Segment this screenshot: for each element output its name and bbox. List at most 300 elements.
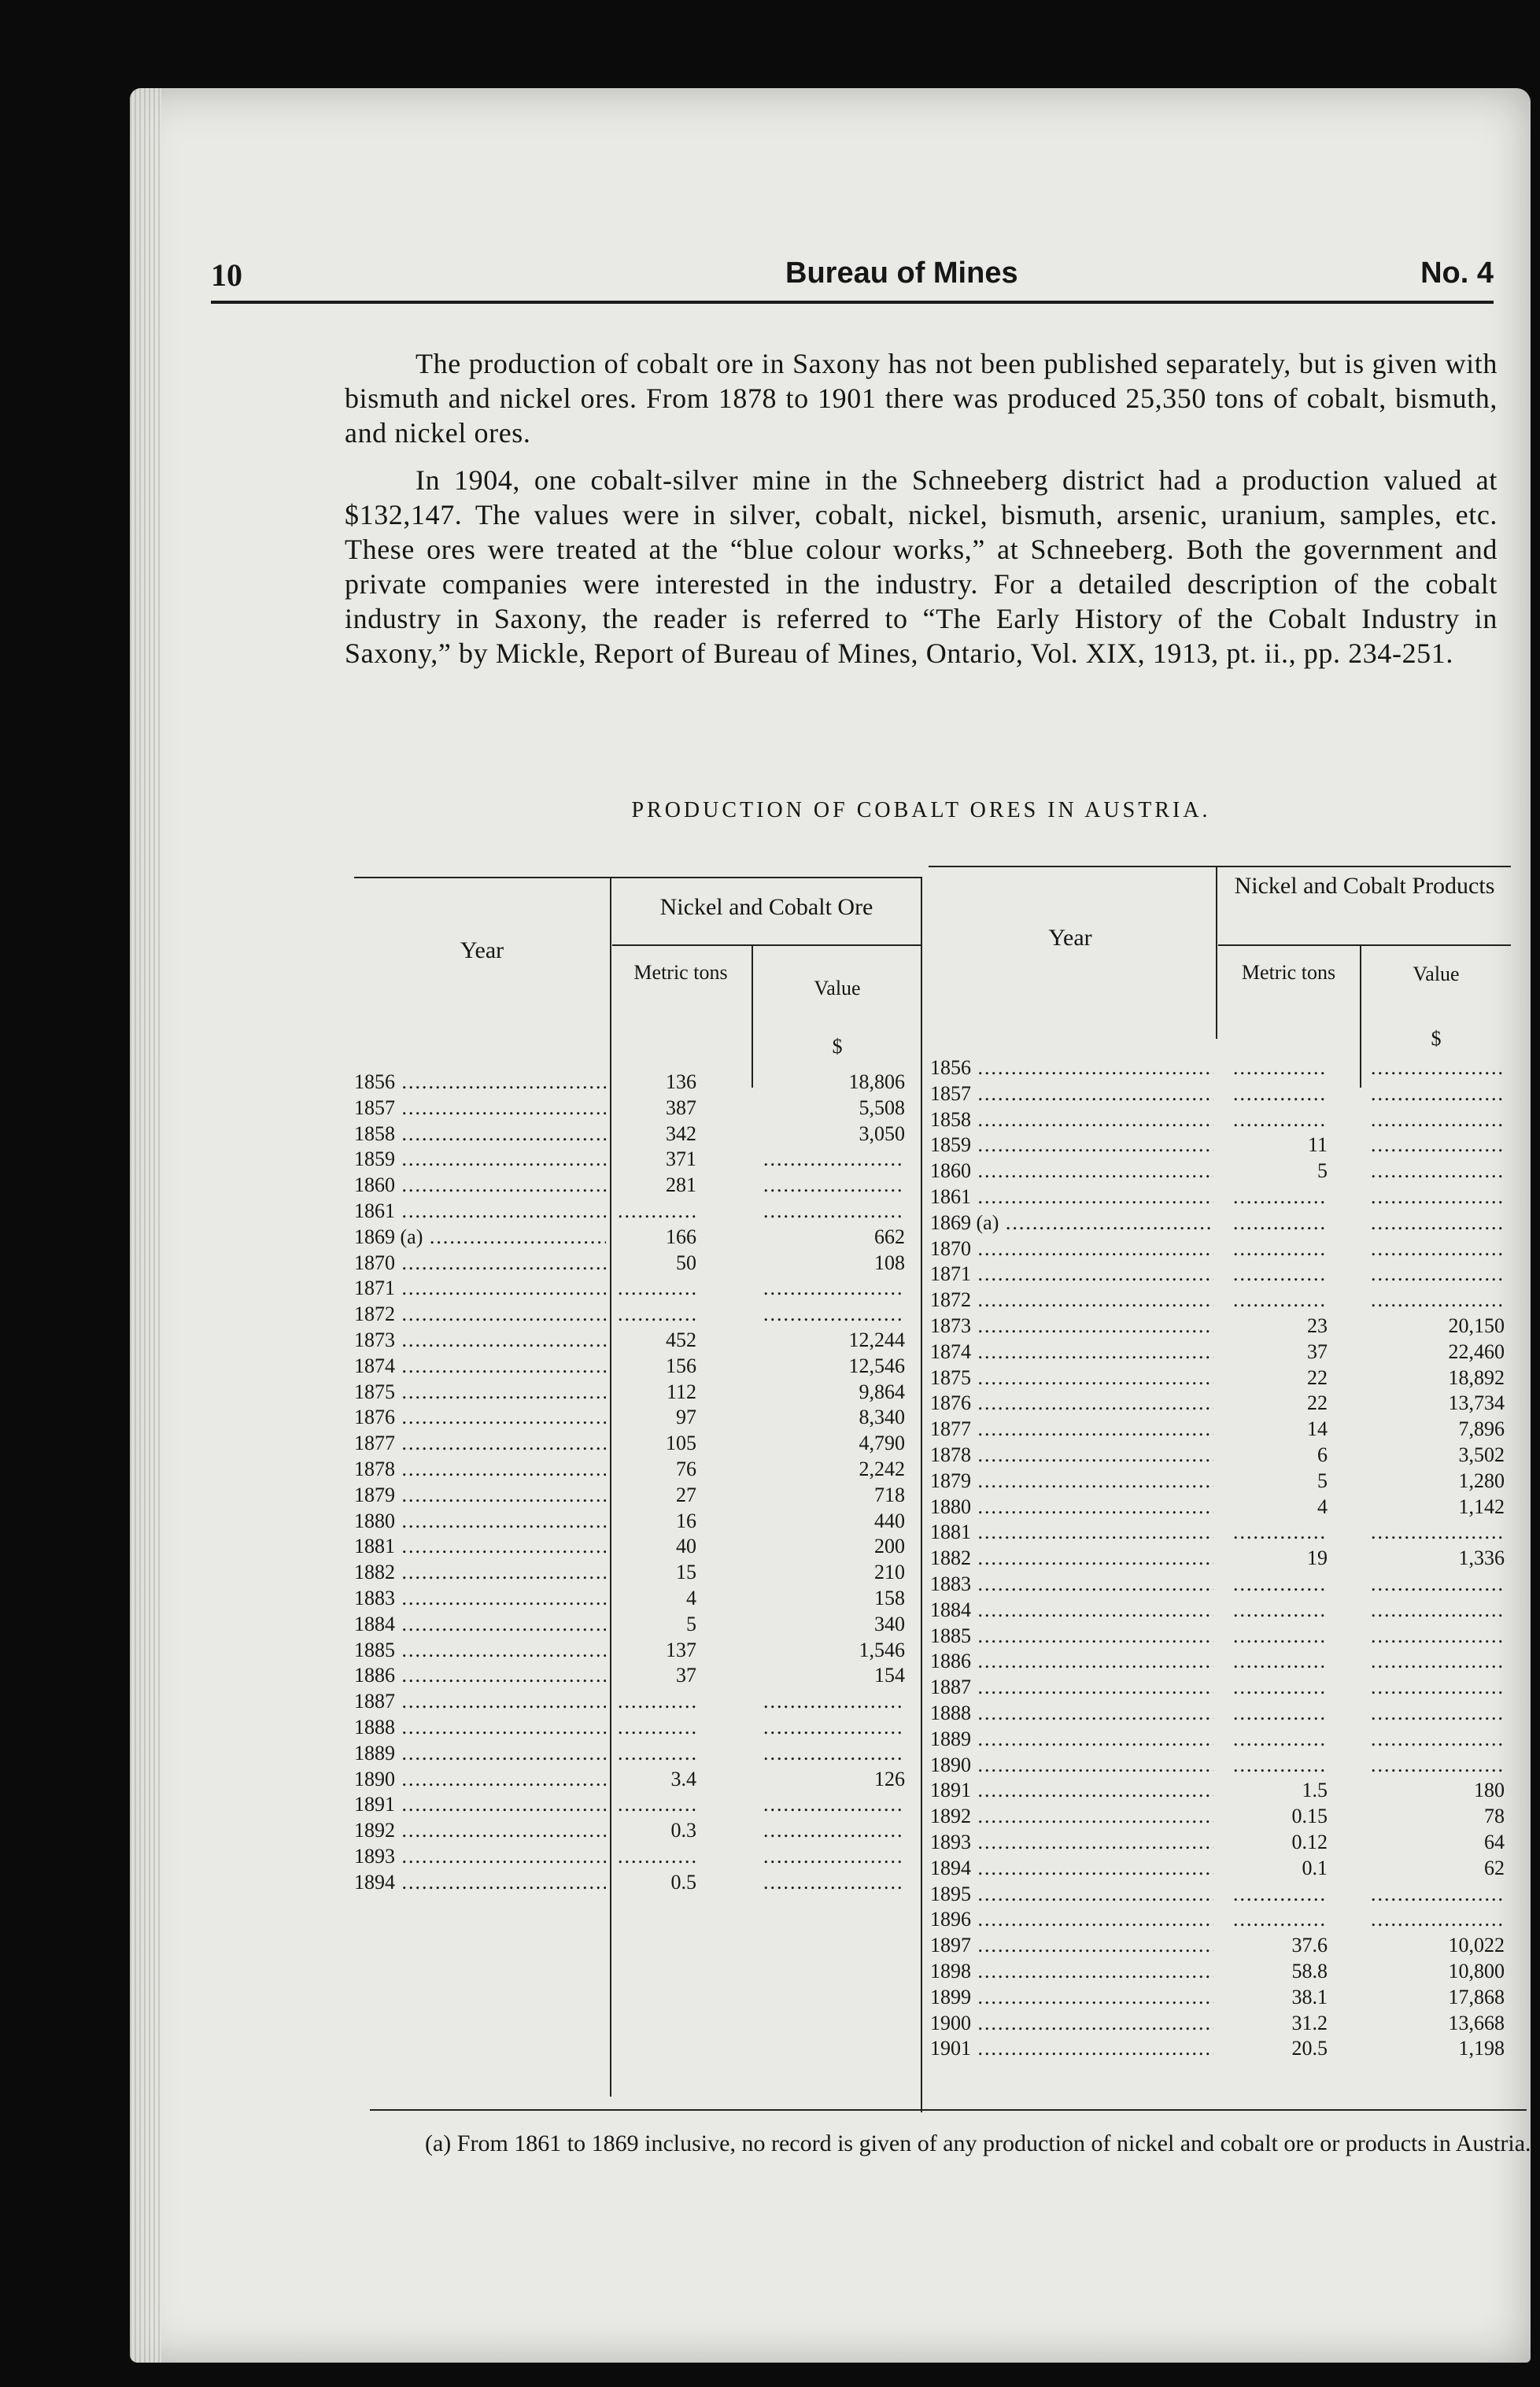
table-row bbox=[354, 1716, 921, 1739]
year-cell: 1860 ..... bbox=[930, 1159, 1213, 1183]
value-cell: 154 bbox=[874, 1664, 905, 1687]
table-row bbox=[354, 1406, 921, 1429]
page-header bbox=[211, 257, 1494, 304]
year-cell: 1874 ..... bbox=[354, 1354, 606, 1378]
year-cell: 1869 (a) ..... bbox=[354, 1225, 606, 1249]
tons-cell bbox=[618, 1742, 696, 1765]
tons-cell: 105 bbox=[666, 1432, 696, 1455]
value-cell bbox=[763, 1716, 905, 1739]
tons-cell: 37 bbox=[1307, 1339, 1328, 1363]
year-cell: 1875 ..... bbox=[354, 1380, 606, 1404]
tons-cell: 452 bbox=[666, 1328, 696, 1351]
tons-cell bbox=[1233, 1753, 1328, 1777]
table-row bbox=[930, 1598, 1511, 1622]
table-row bbox=[354, 1070, 921, 1094]
tons-cell bbox=[618, 1303, 696, 1326]
year-cell: 1886 ..... bbox=[354, 1664, 606, 1687]
table-row bbox=[354, 1096, 921, 1120]
value-cell: 18,806 bbox=[848, 1070, 905, 1093]
table-row bbox=[354, 1768, 921, 1791]
tons-cell: 281 bbox=[666, 1173, 696, 1197]
year-cell: 1874 ..... bbox=[930, 1340, 1213, 1364]
year-cell: 1890 ..... bbox=[930, 1753, 1213, 1777]
tons-cell: 4 bbox=[686, 1587, 696, 1609]
table-row bbox=[354, 1251, 921, 1275]
value-cell bbox=[1371, 1288, 1505, 1312]
year-cell: 1882 ..... bbox=[354, 1561, 606, 1584]
year-cell: 1872 ..... bbox=[354, 1303, 606, 1326]
table-row bbox=[354, 1277, 921, 1300]
table-row bbox=[354, 1561, 921, 1584]
year-cell: 1871 ..... bbox=[930, 1262, 1213, 1286]
tons-cell: 0.3 bbox=[670, 1819, 696, 1842]
year-cell: 1891 ..... bbox=[930, 1779, 1213, 1802]
value-cell bbox=[763, 1277, 905, 1300]
tons-cell: 16 bbox=[676, 1509, 696, 1532]
value-cell: 158 bbox=[874, 1587, 905, 1609]
tons-cell: 19 bbox=[1307, 1546, 1328, 1570]
year-cell: 1875 ..... bbox=[930, 1366, 1213, 1390]
year-cell: 1893 ..... bbox=[930, 1831, 1213, 1854]
year-cell: 1901 ..... bbox=[930, 2037, 1213, 2060]
right-currency-header: $ bbox=[1431, 1027, 1442, 1050]
table-row bbox=[354, 1535, 921, 1558]
table-row bbox=[930, 1727, 1511, 1751]
tons-cell: 22 bbox=[1307, 1391, 1328, 1415]
value-cell: 7,896 bbox=[1458, 1417, 1505, 1441]
value-cell: 1,198 bbox=[1458, 2037, 1505, 2060]
table-row bbox=[354, 1328, 921, 1352]
year-cell: 1856 ..... bbox=[354, 1070, 606, 1094]
col-rule-right-year bbox=[1216, 866, 1217, 1039]
value-cell bbox=[763, 1147, 905, 1171]
value-cell: 718 bbox=[874, 1483, 905, 1506]
value-cell: 9,864 bbox=[859, 1380, 905, 1403]
table-row bbox=[354, 1690, 921, 1713]
year-cell: 1885 ..... bbox=[354, 1639, 606, 1662]
left-group-header: Nickel and Cobalt Ore bbox=[659, 894, 873, 920]
table-row bbox=[354, 1173, 921, 1197]
table-row bbox=[354, 1303, 921, 1326]
year-cell: 1887 ..... bbox=[930, 1676, 1213, 1699]
year-cell: 1857 ..... bbox=[354, 1096, 606, 1120]
value-cell: 17,868 bbox=[1448, 1985, 1505, 2008]
tons-cell bbox=[1233, 1908, 1328, 1931]
table-row bbox=[930, 1314, 1511, 1338]
table-row bbox=[354, 1587, 921, 1610]
table-row bbox=[354, 1199, 921, 1223]
table-row bbox=[354, 1225, 921, 1249]
year-cell: 1881 ..... bbox=[354, 1535, 606, 1558]
value-cell: 10,800 bbox=[1448, 1960, 1505, 1982]
table-row bbox=[930, 1262, 1511, 1286]
left-group-rule bbox=[612, 944, 921, 946]
table-row bbox=[354, 1147, 921, 1171]
table-row bbox=[354, 1613, 921, 1636]
page-edge bbox=[130, 88, 161, 2363]
tons-cell bbox=[1233, 1108, 1328, 1132]
year-cell: 1884 ..... bbox=[354, 1613, 606, 1636]
table-row bbox=[354, 1432, 921, 1455]
table-row bbox=[354, 1354, 921, 1378]
table-row bbox=[930, 1521, 1511, 1544]
tons-cell: 11 bbox=[1307, 1133, 1328, 1157]
table-row bbox=[930, 2012, 1511, 2035]
table-row bbox=[930, 1883, 1511, 1906]
table-row bbox=[354, 1122, 921, 1146]
value-cell bbox=[1371, 1237, 1505, 1261]
value-cell bbox=[1371, 1702, 1505, 1725]
value-cell: 1,546 bbox=[859, 1638, 905, 1661]
right-tons-header: Metric tons bbox=[1241, 961, 1336, 984]
tons-cell: 97 bbox=[676, 1406, 696, 1429]
year-cell: 1873 ..... bbox=[930, 1314, 1213, 1338]
tons-cell: 20.5 bbox=[1291, 2037, 1328, 2060]
tons-cell bbox=[1233, 1727, 1328, 1751]
tons-cell bbox=[1233, 1883, 1328, 1906]
year-cell: 1892 ..... bbox=[930, 1805, 1213, 1828]
tons-cell bbox=[618, 1277, 696, 1300]
year-cell: 1887 ..... bbox=[354, 1690, 606, 1713]
table-row bbox=[930, 2037, 1511, 2060]
value-cell bbox=[763, 1199, 905, 1223]
left-currency-header: $ bbox=[832, 1035, 843, 1058]
table-row bbox=[354, 1380, 921, 1404]
year-cell: 1889 ..... bbox=[354, 1742, 606, 1765]
value-cell: 64 bbox=[1484, 1831, 1505, 1853]
tons-cell bbox=[618, 1690, 696, 1713]
tons-cell: 31.2 bbox=[1291, 2011, 1328, 2034]
tons-cell: 5 bbox=[686, 1612, 696, 1635]
table-row bbox=[930, 1417, 1511, 1441]
value-cell: 12,244 bbox=[848, 1328, 905, 1351]
year-cell: 1888 ..... bbox=[930, 1702, 1213, 1725]
tons-cell: 0.5 bbox=[670, 1870, 696, 1894]
year-cell: 1871 ..... bbox=[354, 1277, 606, 1300]
value-cell bbox=[763, 1690, 905, 1713]
value-cell bbox=[1371, 1521, 1505, 1544]
year-cell: 1880 ..... bbox=[930, 1495, 1213, 1519]
tons-cell: 136 bbox=[666, 1070, 696, 1093]
value-cell: 1,280 bbox=[1458, 1469, 1505, 1492]
tons-cell bbox=[1233, 1237, 1328, 1261]
table-top-rule-left bbox=[354, 877, 921, 878]
year-cell: 1882 ..... bbox=[930, 1546, 1213, 1570]
value-cell: 4,790 bbox=[859, 1432, 905, 1455]
value-cell: 3,502 bbox=[1458, 1443, 1505, 1466]
table-row bbox=[930, 1237, 1511, 1261]
value-cell bbox=[1371, 1082, 1505, 1106]
table-row bbox=[930, 1702, 1511, 1725]
value-cell: 200 bbox=[874, 1535, 905, 1558]
production-table bbox=[354, 859, 1511, 2119]
value-cell bbox=[1371, 1650, 1505, 1673]
value-cell bbox=[763, 1845, 905, 1868]
tons-cell: 112 bbox=[666, 1380, 696, 1403]
value-cell bbox=[763, 1871, 905, 1894]
year-cell: 1883 ..... bbox=[930, 1572, 1213, 1596]
year-cell: 1898 ..... bbox=[930, 1960, 1213, 1983]
value-cell: 180 bbox=[1474, 1779, 1505, 1802]
tons-cell: 50 bbox=[676, 1251, 696, 1274]
tons-cell: 5 bbox=[1317, 1469, 1328, 1492]
value-cell bbox=[1371, 1108, 1505, 1132]
tons-cell: 0.12 bbox=[1291, 1831, 1328, 1853]
value-cell: 18,892 bbox=[1448, 1365, 1505, 1389]
value-cell: 126 bbox=[874, 1767, 905, 1790]
right-value-header: Value bbox=[1413, 963, 1460, 985]
year-cell: 1889 ..... bbox=[930, 1727, 1213, 1751]
year-cell: 1869 (a) ..... bbox=[930, 1211, 1213, 1235]
table-row bbox=[930, 1082, 1511, 1106]
table-row bbox=[930, 1753, 1511, 1777]
year-cell: 1886 ..... bbox=[930, 1650, 1213, 1673]
table-row bbox=[930, 1624, 1511, 1648]
value-cell: 13,734 bbox=[1448, 1391, 1505, 1415]
table-row bbox=[354, 1639, 921, 1662]
year-cell: 1873 ..... bbox=[354, 1328, 606, 1352]
table-title: PRODUCTION OF COBALT ORES IN AUSTRIA. bbox=[631, 798, 1211, 822]
value-cell: 62 bbox=[1484, 1856, 1505, 1879]
year-cell: 1876 ..... bbox=[930, 1391, 1213, 1415]
year-cell: 1877 ..... bbox=[930, 1417, 1213, 1441]
value-cell bbox=[1371, 1572, 1505, 1596]
value-cell: 2,242 bbox=[859, 1458, 905, 1480]
table-row bbox=[930, 1572, 1511, 1596]
year-cell: 1861 ..... bbox=[354, 1199, 606, 1223]
table-row bbox=[354, 1871, 921, 1894]
table-row bbox=[930, 1650, 1511, 1673]
year-cell: 1877 ..... bbox=[354, 1432, 606, 1455]
year-cell: 1861 ..... bbox=[930, 1185, 1213, 1209]
value-cell bbox=[1371, 1598, 1505, 1622]
value-cell bbox=[763, 1303, 905, 1326]
table-row bbox=[930, 1934, 1511, 1957]
tons-cell bbox=[618, 1716, 696, 1739]
tons-cell bbox=[1233, 1598, 1328, 1622]
tons-cell bbox=[1233, 1082, 1328, 1106]
tons-cell: 137 bbox=[666, 1638, 696, 1661]
table-row bbox=[930, 1805, 1511, 1828]
value-cell: 13,668 bbox=[1448, 2011, 1505, 2034]
value-cell bbox=[1371, 1211, 1505, 1235]
value-cell: 78 bbox=[1484, 1805, 1505, 1828]
table-row bbox=[930, 1908, 1511, 1931]
running-title: Bureau of Mines bbox=[785, 257, 1018, 290]
tons-cell: 371 bbox=[666, 1147, 696, 1171]
value-cell bbox=[1371, 1753, 1505, 1777]
year-cell: 1879 ..... bbox=[354, 1484, 606, 1507]
value-cell: 3,050 bbox=[859, 1121, 905, 1145]
paragraph-schneeberg-mine: In 1904, one cobalt-silver mine in the Schneeberg district had a production valued at $132,147. The values were in silver, cobalt, nickel, bismuth, arsenic, uranium, samples, etc. These ores were treated at the “blue colour works,” at Schneeberg. Both the government and private companies were interested in the industry. For a detailed description of the cobalt industry in Saxony, the reader is referred to “The Early History of the Cobalt Industry in Saxony,” by Mickle, Report of Bureau of Mines, Ontario, Vol. XIX, 1913, pt. ii., pp. 234-251. bbox=[345, 464, 1498, 669]
value-cell bbox=[1371, 1624, 1505, 1648]
tons-cell: 14 bbox=[1307, 1417, 1328, 1441]
value-cell bbox=[1371, 1676, 1505, 1699]
value-cell: 1,142 bbox=[1458, 1495, 1505, 1518]
paragraph-saxony-production: The production of cobalt ore in Saxony has not been published separately, but is given with bismuth and nickel ores. From 1878 to 1901 there was produced 25,350 tons of cobalt, bismuth, and nickel ores. bbox=[345, 348, 1498, 449]
table-row bbox=[930, 1495, 1511, 1519]
tons-cell: 156 bbox=[666, 1354, 696, 1377]
right-year-header: Year bbox=[1048, 925, 1092, 951]
table-row bbox=[930, 1676, 1511, 1699]
table-row bbox=[930, 1546, 1511, 1570]
value-cell: 5,508 bbox=[859, 1096, 905, 1119]
table-row bbox=[930, 1960, 1511, 1983]
footnote-rule bbox=[370, 2109, 1527, 2111]
year-cell: 1872 ..... bbox=[930, 1288, 1213, 1312]
table-row bbox=[354, 1484, 921, 1507]
year-cell: 1870 ..... bbox=[930, 1237, 1213, 1261]
tons-cell: 3.4 bbox=[670, 1767, 696, 1790]
year-cell: 1878 ..... bbox=[354, 1458, 606, 1481]
year-cell: 1860 ..... bbox=[354, 1173, 606, 1197]
issue-number: No. 4 bbox=[1420, 257, 1494, 290]
year-cell: 1876 ..... bbox=[354, 1406, 606, 1429]
year-cell: 1878 ..... bbox=[930, 1443, 1213, 1467]
tons-cell: 0.15 bbox=[1291, 1805, 1328, 1828]
tons-cell: 1.5 bbox=[1302, 1779, 1328, 1802]
year-cell: 1897 ..... bbox=[930, 1934, 1213, 1957]
value-cell: 1,336 bbox=[1458, 1546, 1505, 1570]
right-group-header: Nickel and Cobalt Products bbox=[1234, 873, 1495, 899]
value-cell: 340 bbox=[874, 1612, 905, 1635]
year-cell: 1879 ..... bbox=[930, 1469, 1213, 1493]
tons-cell bbox=[1233, 1211, 1328, 1235]
year-cell: 1900 ..... bbox=[930, 2012, 1213, 2035]
table-row bbox=[930, 1391, 1511, 1415]
table-row bbox=[354, 1664, 921, 1687]
table-row bbox=[930, 1108, 1511, 1132]
value-cell bbox=[1371, 1262, 1505, 1286]
year-cell: 1858 ..... bbox=[354, 1122, 606, 1146]
year-cell: 1884 ..... bbox=[930, 1598, 1213, 1622]
year-cell: 1880 ..... bbox=[354, 1509, 606, 1533]
left-year-header: Year bbox=[460, 937, 504, 963]
value-cell bbox=[763, 1793, 905, 1816]
value-cell bbox=[1371, 1883, 1505, 1906]
tons-cell bbox=[1233, 1676, 1328, 1699]
value-cell: 440 bbox=[874, 1509, 905, 1532]
table-row bbox=[930, 1185, 1511, 1209]
tons-cell: 15 bbox=[676, 1561, 696, 1584]
tons-cell: 4 bbox=[1317, 1495, 1328, 1518]
value-cell bbox=[1371, 1727, 1505, 1751]
table-row bbox=[930, 1211, 1511, 1235]
value-cell bbox=[1371, 1133, 1505, 1157]
tons-cell bbox=[1233, 1624, 1328, 1648]
year-cell: 1870 ..... bbox=[354, 1251, 606, 1275]
year-cell: 1881 ..... bbox=[930, 1521, 1213, 1544]
year-cell: 1859 ..... bbox=[930, 1133, 1213, 1157]
value-cell: 210 bbox=[874, 1561, 905, 1584]
value-cell: 108 bbox=[874, 1251, 905, 1274]
tons-cell bbox=[618, 1199, 696, 1223]
tons-cell: 38.1 bbox=[1291, 1985, 1328, 2008]
page-number: 10 bbox=[211, 257, 242, 293]
year-cell: 1890 ..... bbox=[354, 1768, 606, 1791]
year-cell: 1888 ..... bbox=[354, 1716, 606, 1739]
year-cell: 1883 ..... bbox=[354, 1587, 606, 1610]
table-row bbox=[930, 1469, 1511, 1493]
tons-cell bbox=[1233, 1521, 1328, 1544]
year-cell: 1856 ..... bbox=[930, 1056, 1213, 1080]
tons-cell bbox=[1233, 1056, 1328, 1080]
tons-cell: 5 bbox=[1317, 1159, 1328, 1183]
year-cell: 1895 ..... bbox=[930, 1883, 1213, 1906]
table-row bbox=[354, 1509, 921, 1533]
value-cell bbox=[1371, 1056, 1505, 1080]
table-row bbox=[930, 1340, 1511, 1364]
left-value-header: Value bbox=[814, 977, 861, 1000]
tons-cell bbox=[1233, 1702, 1328, 1725]
year-cell: 1892 ..... bbox=[354, 1819, 606, 1842]
tons-cell bbox=[1233, 1288, 1328, 1312]
year-cell: 1891 ..... bbox=[354, 1793, 606, 1816]
tons-cell: 166 bbox=[666, 1225, 696, 1248]
tons-cell: 37 bbox=[676, 1664, 696, 1687]
value-cell bbox=[763, 1819, 905, 1842]
tons-cell: 6 bbox=[1317, 1443, 1328, 1466]
table-row bbox=[354, 1458, 921, 1481]
table-row bbox=[354, 1819, 921, 1842]
col-rule-middle bbox=[921, 877, 922, 2112]
value-cell bbox=[763, 1173, 905, 1197]
year-cell: 1857 ..... bbox=[930, 1082, 1213, 1106]
table-row bbox=[930, 1857, 1511, 1880]
table-row bbox=[930, 1831, 1511, 1854]
header-rule bbox=[211, 301, 1494, 304]
year-cell: 1896 ..... bbox=[930, 1908, 1213, 1931]
tons-cell bbox=[1233, 1185, 1328, 1209]
value-cell: 12,546 bbox=[848, 1354, 905, 1377]
year-cell: 1893 ..... bbox=[354, 1845, 606, 1868]
table-row bbox=[354, 1845, 921, 1868]
tons-cell bbox=[1233, 1572, 1328, 1596]
tons-cell bbox=[618, 1793, 696, 1816]
table-row bbox=[930, 1366, 1511, 1390]
table-top-rule-right bbox=[929, 866, 1511, 867]
value-cell bbox=[1371, 1159, 1505, 1183]
tons-cell bbox=[1233, 1262, 1328, 1286]
table-row bbox=[930, 1443, 1511, 1467]
right-group-rule bbox=[1218, 944, 1511, 946]
tons-cell bbox=[618, 1845, 696, 1868]
value-cell: 20,150 bbox=[1448, 1314, 1505, 1337]
value-cell: 10,022 bbox=[1448, 1934, 1505, 1957]
year-cell: 1859 ..... bbox=[354, 1147, 606, 1171]
year-cell: 1894 ..... bbox=[354, 1871, 606, 1894]
tons-cell: 23 bbox=[1307, 1314, 1328, 1337]
table-row bbox=[930, 1159, 1511, 1183]
value-cell bbox=[1371, 1185, 1505, 1209]
left-tons-header: Metric tons bbox=[633, 961, 728, 984]
table-row bbox=[930, 1056, 1511, 1080]
value-cell: 22,460 bbox=[1448, 1339, 1505, 1363]
table-row bbox=[354, 1742, 921, 1765]
value-cell bbox=[763, 1742, 905, 1765]
footnote: (a) From 1861 to 1869 inclusive, no record is given of any production of nickel and cobalt ore or products in Austria. bbox=[425, 2130, 1531, 2156]
table-row bbox=[354, 1793, 921, 1816]
tons-cell: 387 bbox=[666, 1096, 696, 1119]
tons-cell: 342 bbox=[666, 1121, 696, 1145]
value-cell: 8,340 bbox=[859, 1406, 905, 1429]
year-cell: 1894 ..... bbox=[930, 1857, 1213, 1880]
tons-cell: 40 bbox=[676, 1535, 696, 1558]
col-rule-left-value bbox=[752, 946, 753, 1088]
value-cell bbox=[1371, 1908, 1505, 1931]
tons-cell: 0.1 bbox=[1302, 1856, 1328, 1879]
year-cell: 1885 ..... bbox=[930, 1624, 1213, 1648]
